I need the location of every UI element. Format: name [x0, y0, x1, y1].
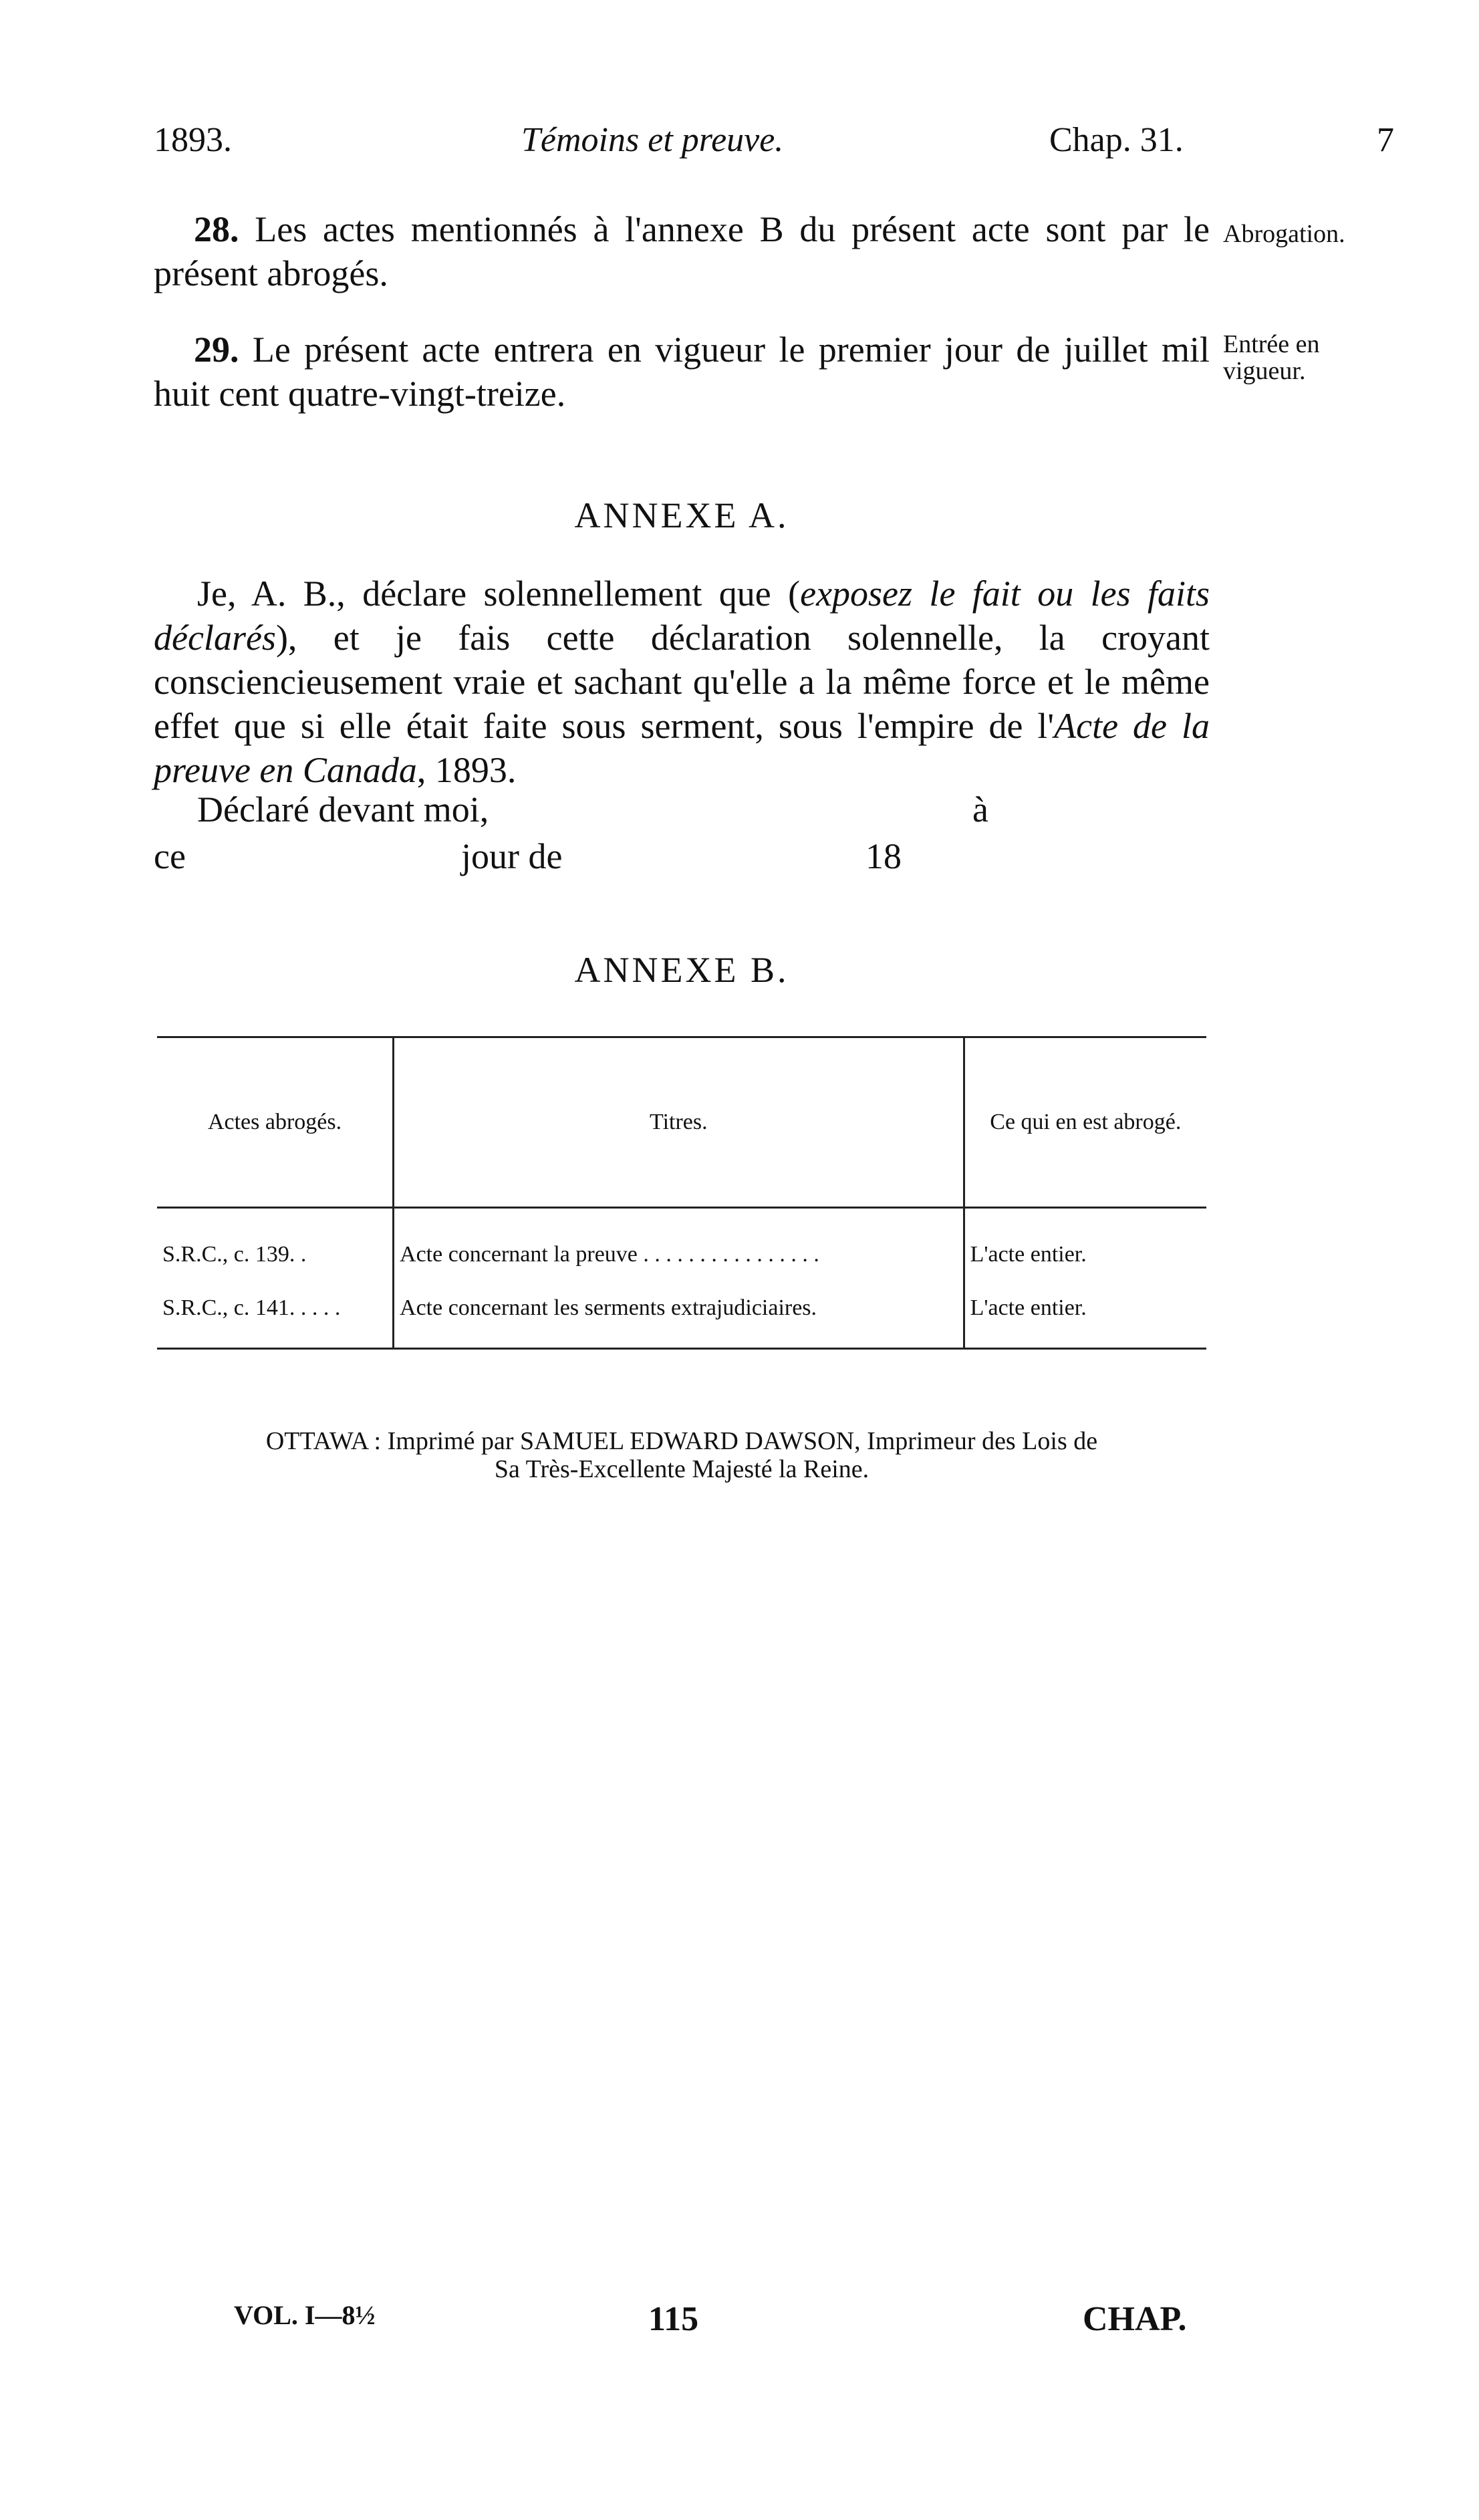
table-row	[157, 1208, 1206, 1282]
column-header-abroge: Ce qui en est abrogé.	[964, 1037, 1206, 1208]
margin-note-line: Entrée en	[1223, 330, 1320, 358]
table-cell: Acte concernant les serments extrajudiciaires.	[394, 1281, 964, 1349]
margin-note-line: vigueur.	[1223, 357, 1306, 385]
at-label: à	[972, 789, 988, 830]
section-number: 29.	[194, 330, 239, 370]
declared-before-label: Déclaré devant moi,	[197, 789, 489, 830]
annexe-b-table	[157, 1036, 1206, 1350]
imprint-line: Sa Très-Excellente Majesté la Reine.	[494, 1455, 869, 1483]
column-header-actes: Actes abrogés.	[157, 1037, 394, 1208]
column-header-titres: Titres.	[394, 1037, 964, 1208]
annexe-a-title: ANNEXE A.	[574, 495, 789, 535]
section-text: Le présent acte entrera en vigueur le premier jour de juillet mil huit cent quatre-vingt-treize.	[154, 330, 1210, 414]
footer-volume: VOL. I—8½	[234, 2300, 376, 2330]
table-row	[157, 1281, 1206, 1349]
section-text: Les actes mentionnés à l'annexe B du présent acte sont par le présent abrogés.	[154, 209, 1210, 293]
annexe-a-declaration	[154, 572, 1210, 792]
footer-catchword: CHAP.	[1083, 2300, 1187, 2338]
table-cell: S.R.C., c. 141. . . . .	[157, 1281, 394, 1349]
declaration-italic: Acte de la preuve en Canada	[154, 706, 1210, 790]
table-cell: L'acte entier.	[964, 1281, 1206, 1349]
header-chapter: Chap. 31.	[1049, 121, 1184, 159]
declaration-text: Je, A. B., déclare solennellement que (	[197, 574, 801, 614]
declaration-italic: exposez le fait ou les faits déclarés	[154, 574, 1210, 658]
footer-page-number: 115	[648, 2300, 699, 2338]
printer-imprint	[154, 1427, 1210, 1483]
header-page-number: 7	[1377, 121, 1394, 159]
section-number: 28.	[194, 209, 239, 249]
section-29	[154, 328, 1210, 416]
day-of-label: jour de	[461, 836, 563, 876]
margin-note-entree	[1223, 331, 1320, 384]
year-prefix-label: 18	[865, 836, 902, 876]
section-28	[154, 207, 1210, 295]
header-title: Témoins et preuve.	[521, 121, 784, 159]
table-cell: S.R.C., c. 139. .	[162, 1242, 307, 1267]
declaration-text: , 1893.	[416, 750, 517, 790]
table-cell: L'acte entier.	[970, 1242, 1087, 1267]
table-header-row	[157, 1037, 1206, 1208]
table-cell: Acte concernant la preuve . . . . . . . . . . . . . . . .	[394, 1208, 964, 1282]
declaration-text: ), et je fais cette déclaration solennelle, la croyant consciencieusement vraie et sachant qu'elle a la même force et le même effet que si elle était faite sous serment, sous l'empire de l'	[154, 618, 1210, 746]
imprint-line: OTTAWA : Imprimé par SAMUEL EDWARD DAWSON, Imprimeur des Lois de	[265, 1427, 1098, 1455]
annexe-b-title: ANNEXE B.	[574, 950, 789, 990]
this-label: ce	[154, 836, 186, 876]
margin-note-abrogation: Abrogation.	[1223, 220, 1345, 248]
header-year: 1893.	[154, 121, 232, 159]
